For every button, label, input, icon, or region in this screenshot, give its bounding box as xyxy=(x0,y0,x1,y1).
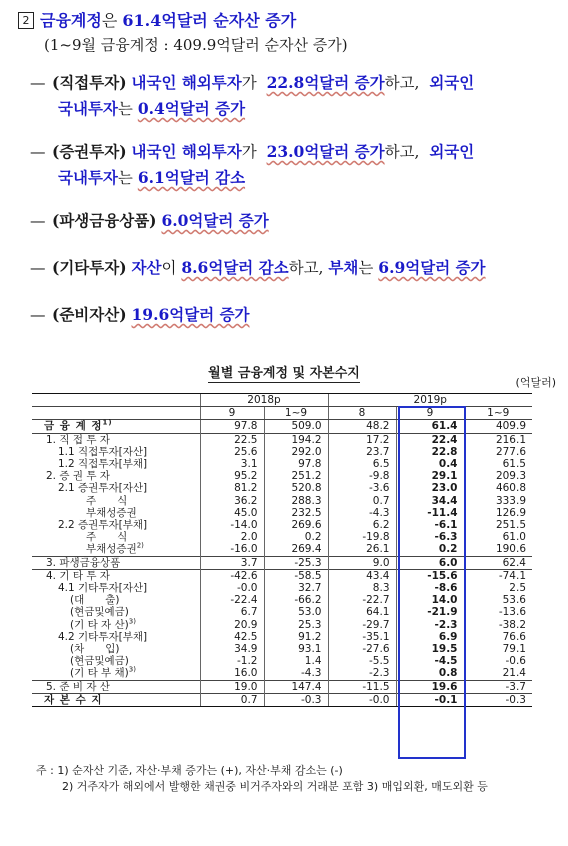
table-cell: -74.1 xyxy=(464,569,532,582)
table-cell: 34.9 xyxy=(200,643,264,655)
table-cell: -0.3 xyxy=(264,693,328,706)
table-cell: -1.2 xyxy=(200,655,264,667)
table-row xyxy=(32,582,532,594)
table-cell: -3.6 xyxy=(328,482,396,494)
table-cell: -29.7 xyxy=(328,619,396,631)
col-header: 1~9 xyxy=(264,407,328,420)
table-cell: 22.8 xyxy=(396,446,464,458)
table-row xyxy=(32,482,532,494)
table-cell: -15.6 xyxy=(396,569,464,582)
row-label-text: (기 타 자 산) xyxy=(70,618,129,631)
row-label xyxy=(32,680,200,693)
row-label xyxy=(32,655,200,667)
table-cell: 126.9 xyxy=(464,507,532,519)
table-cell: 0.2 xyxy=(396,543,464,556)
table-cell: -66.2 xyxy=(264,594,328,606)
table-cell: 277.6 xyxy=(464,446,532,458)
row-label-text: 2.2 증권투자[부채] xyxy=(58,519,148,532)
row-label xyxy=(32,619,200,631)
table-cell: -0.3 xyxy=(464,693,532,706)
table-cell: 76.6 xyxy=(464,631,532,643)
table-cell: 25.3 xyxy=(264,619,328,631)
bullet-portfolio-investment: — (증권투자) 내국인 해외투자가 23.0억달러 증가하고, 외국인 국내투자는 6.1억달러 감소 xyxy=(30,142,475,187)
table-cell: 6.5 xyxy=(328,458,396,470)
table-cell: 509.0 xyxy=(264,420,328,433)
table-cell: 26.1 xyxy=(328,543,396,556)
table-cell: 45.0 xyxy=(200,507,264,519)
table-cell: 194.2 xyxy=(264,433,328,446)
table-cell: 292.0 xyxy=(264,446,328,458)
table-cell: 43.4 xyxy=(328,569,396,582)
row-label-text: (기 타 부 채) xyxy=(70,667,129,680)
row-label-text: 5. 준 비 자 산 xyxy=(46,680,110,693)
row-label xyxy=(32,693,200,706)
table-row xyxy=(32,667,532,680)
table-cell: 216.1 xyxy=(464,433,532,446)
table-cell: 232.5 xyxy=(264,507,328,519)
table-row xyxy=(32,543,532,556)
table-cell: 190.6 xyxy=(464,543,532,556)
row-label-text: 부채성증권 xyxy=(86,506,137,519)
table-cell: 97.8 xyxy=(264,458,328,470)
table-cell: 288.3 xyxy=(264,495,328,507)
row-label-text: 주 식 xyxy=(86,494,128,507)
table-cell: 34.4 xyxy=(396,495,464,507)
table-cell: -42.6 xyxy=(200,569,264,582)
table-cell: 6.7 xyxy=(200,606,264,618)
table-cell: 19.5 xyxy=(396,643,464,655)
row-label xyxy=(32,643,200,655)
table-cell: 23.7 xyxy=(328,446,396,458)
table-row xyxy=(32,619,532,631)
table-cell: 269.6 xyxy=(264,519,328,531)
table-cell: -5.5 xyxy=(328,655,396,667)
row-label xyxy=(32,433,200,446)
bullet-derivatives: — (파생금융상품) 6.0억달러 증가 xyxy=(30,211,269,230)
table-cell: -11.5 xyxy=(328,680,396,693)
heading-keyword: 금융계정 xyxy=(40,11,102,30)
table-cell: 9.0 xyxy=(328,556,396,569)
footnote-2: 2) 거주자가 해외에서 발행한 채권중 비거주자와의 거래분 포함 3) 매입외환, 매도외환 등 xyxy=(62,780,488,793)
row-label-text: 1.1 직접투자[자산] xyxy=(58,445,148,458)
table-cell: -25.3 xyxy=(264,556,328,569)
row-label xyxy=(32,631,200,643)
table-cell: 2.0 xyxy=(200,531,264,543)
table-cell: 6.0 xyxy=(396,556,464,569)
bullet-other-investment: — (기타투자) 자산이 8.6억달러 감소하고, 부채는 6.9억달러 증가 xyxy=(30,258,486,277)
table-cell: -8.6 xyxy=(396,582,464,594)
row-label-text: 3. 파생금융상품 xyxy=(46,556,121,569)
section-heading xyxy=(18,8,296,31)
table-cell: 61.0 xyxy=(464,531,532,543)
table-cell: 147.4 xyxy=(264,680,328,693)
col-header: 9 xyxy=(396,407,464,420)
col-header: 9 xyxy=(200,407,264,420)
table-row xyxy=(32,594,532,606)
table-cell: -19.8 xyxy=(328,531,396,543)
row-label xyxy=(32,482,200,494)
row-label-text: 주 식 xyxy=(86,531,128,544)
table-row xyxy=(32,680,532,693)
table-cell: -11.4 xyxy=(396,507,464,519)
row-label xyxy=(32,594,200,606)
table-cell: 460.8 xyxy=(464,482,532,494)
table-cell: -3.7 xyxy=(464,680,532,693)
footnote-marker: 3) xyxy=(128,617,136,626)
row-label xyxy=(32,531,200,543)
table-cell: -0.6 xyxy=(464,655,532,667)
row-label-text: 1.2 직접투자[부채] xyxy=(58,458,148,471)
heading-particle: 은 xyxy=(101,11,118,30)
table-cell: 97.8 xyxy=(200,420,264,433)
table-cell: 61.5 xyxy=(464,458,532,470)
table-cell: 61.4 xyxy=(396,420,464,433)
table-cell: 520.8 xyxy=(264,482,328,494)
section-number: 2 xyxy=(18,12,34,29)
row-label xyxy=(32,470,200,482)
row-label xyxy=(32,420,200,433)
col-header: 8 xyxy=(328,407,396,420)
footnote-marker: 2) xyxy=(136,541,144,550)
row-label-text: (대 출) xyxy=(70,594,120,607)
table-cell: -21.9 xyxy=(396,606,464,618)
table-cell: 251.5 xyxy=(464,519,532,531)
table-cell: -0.1 xyxy=(396,693,464,706)
table-cell: -4.3 xyxy=(264,667,328,680)
table-title: 월별 금융계정 및 자본수지 xyxy=(208,366,360,381)
table-cell: 0.4 xyxy=(396,458,464,470)
table-cell: 81.2 xyxy=(200,482,264,494)
table-cell: 209.3 xyxy=(464,470,532,482)
row-label xyxy=(32,507,200,519)
table-cell: 2.5 xyxy=(464,582,532,594)
table-cell: 1.4 xyxy=(264,655,328,667)
table-cell: 251.2 xyxy=(264,470,328,482)
table-row xyxy=(32,519,532,531)
table-cell: 53.0 xyxy=(264,606,328,618)
table-cell: -22.4 xyxy=(200,594,264,606)
table-cell: -9.8 xyxy=(328,470,396,482)
table-cell: 22.5 xyxy=(200,433,264,446)
table-cell: -27.6 xyxy=(328,643,396,655)
row-label-text: 4.1 기타투자[자산] xyxy=(58,582,148,595)
year-2019: 2019p xyxy=(328,394,532,407)
table-cell: -13.6 xyxy=(464,606,532,618)
footnote-marker: 1) xyxy=(102,418,113,427)
row-label xyxy=(32,569,200,582)
table-cell: -4.5 xyxy=(396,655,464,667)
table-cell: -2.3 xyxy=(328,667,396,680)
table-row xyxy=(32,606,532,618)
table-cell: 16.0 xyxy=(200,667,264,680)
table-cell: 21.4 xyxy=(464,667,532,680)
header-empty xyxy=(32,394,200,407)
table-cell: 22.4 xyxy=(396,433,464,446)
row-label xyxy=(32,667,200,680)
row-label xyxy=(32,543,200,556)
table-cell: 91.2 xyxy=(264,631,328,643)
row-label-text: 1. 직 접 투 자 xyxy=(46,433,110,446)
table-cell: -0.0 xyxy=(200,582,264,594)
table-cell: -2.3 xyxy=(396,619,464,631)
table-cell: 17.2 xyxy=(328,433,396,446)
row-label xyxy=(32,556,200,569)
row-label-text: (현금및예금) xyxy=(70,606,129,619)
row-label xyxy=(32,582,200,594)
table-row xyxy=(32,531,532,543)
table-cell: -22.7 xyxy=(328,594,396,606)
row-label-text: 부채성증권 xyxy=(86,543,137,556)
table-unit: (억달러) xyxy=(515,376,556,389)
table-cell: 25.6 xyxy=(200,446,264,458)
table-cell: 19.0 xyxy=(200,680,264,693)
table-cell: 95.2 xyxy=(200,470,264,482)
table-cell: 19.6 xyxy=(396,680,464,693)
row-label-text: 금 융 계 정 xyxy=(44,420,103,433)
table-row xyxy=(32,446,532,458)
table-row xyxy=(32,556,532,569)
section-subtitle: (1~9월 금융계정 : 409.9억달러 순자산 증가) xyxy=(44,36,348,54)
row-label-text: 자 본 수 지 xyxy=(44,693,103,706)
table-row xyxy=(32,420,532,433)
row-label-text: (차 입) xyxy=(70,643,120,656)
heading-value: 61.4억달러 순자산 증가 xyxy=(122,11,297,30)
table-cell: -16.0 xyxy=(200,543,264,556)
row-label xyxy=(32,519,200,531)
bullet-reserve-assets: — (준비자산) 19.6억달러 증가 xyxy=(30,305,250,324)
row-label-text: 4.2 기타투자[부채] xyxy=(58,630,148,643)
row-label xyxy=(32,606,200,618)
table-cell: 93.1 xyxy=(264,643,328,655)
table-cell: 53.6 xyxy=(464,594,532,606)
table-cell: 6.2 xyxy=(328,519,396,531)
table-cell: 48.2 xyxy=(328,420,396,433)
table-row xyxy=(32,507,532,519)
footnote-1: 주 : 1) 순자산 기준, 자산·부채 증가는 (+), 자산·부채 감소는 (-) xyxy=(36,764,343,777)
bullet-direct-investment: — (직접투자) 내국인 해외투자가 22.8억달러 증가하고, 외국인 국내투자는 0.4억달러 증가 xyxy=(30,73,475,118)
table-cell: 8.3 xyxy=(328,582,396,594)
table-cell: 0.8 xyxy=(396,667,464,680)
table-row xyxy=(32,569,532,582)
col-header: 1~9 xyxy=(464,407,532,420)
table-cell: 42.5 xyxy=(200,631,264,643)
table-cell: -6.1 xyxy=(396,519,464,531)
table-row xyxy=(32,433,532,446)
table-cell: 6.9 xyxy=(396,631,464,643)
table-row xyxy=(32,693,532,706)
table-cell: -14.0 xyxy=(200,519,264,531)
table-cell: 20.9 xyxy=(200,619,264,631)
table-cell: 269.4 xyxy=(264,543,328,556)
row-label xyxy=(32,495,200,507)
table-cell: 64.1 xyxy=(328,606,396,618)
row-label-text: (현금및예금) xyxy=(70,655,129,668)
row-label-text: 2.1 증권투자[자산] xyxy=(58,482,148,495)
table-cell: 3.1 xyxy=(200,458,264,470)
table-cell: 3.7 xyxy=(200,556,264,569)
table-cell: -0.0 xyxy=(328,693,396,706)
table-cell: 0.7 xyxy=(328,495,396,507)
table-cell: -38.2 xyxy=(464,619,532,631)
row-label-text: 2. 증 권 투 자 xyxy=(46,470,110,483)
table-cell: 14.0 xyxy=(396,594,464,606)
table-cell: 23.0 xyxy=(396,482,464,494)
table-cell: 333.9 xyxy=(464,495,532,507)
row-label-text: 4. 기 타 투 자 xyxy=(46,569,110,582)
table-cell: 29.1 xyxy=(396,470,464,482)
row-label xyxy=(32,458,200,470)
table-row xyxy=(32,655,532,667)
table-cell: 62.4 xyxy=(464,556,532,569)
table-row xyxy=(32,470,532,482)
table-cell: 36.2 xyxy=(200,495,264,507)
table-row xyxy=(32,631,532,643)
table-cell: -35.1 xyxy=(328,631,396,643)
table-cell: -4.3 xyxy=(328,507,396,519)
table-cell: 0.7 xyxy=(200,693,264,706)
financial-account-table xyxy=(32,393,532,707)
year-2018: 2018p xyxy=(200,394,328,407)
table-cell: -6.3 xyxy=(396,531,464,543)
table-row xyxy=(32,643,532,655)
footnote-marker: 3) xyxy=(128,665,136,674)
table-cell: 0.2 xyxy=(264,531,328,543)
table-cell: 79.1 xyxy=(464,643,532,655)
table-row xyxy=(32,495,532,507)
table-cell: 409.9 xyxy=(464,420,532,433)
row-label xyxy=(32,446,200,458)
table-row xyxy=(32,458,532,470)
table-cell: -58.5 xyxy=(264,569,328,582)
table-cell: 32.7 xyxy=(264,582,328,594)
